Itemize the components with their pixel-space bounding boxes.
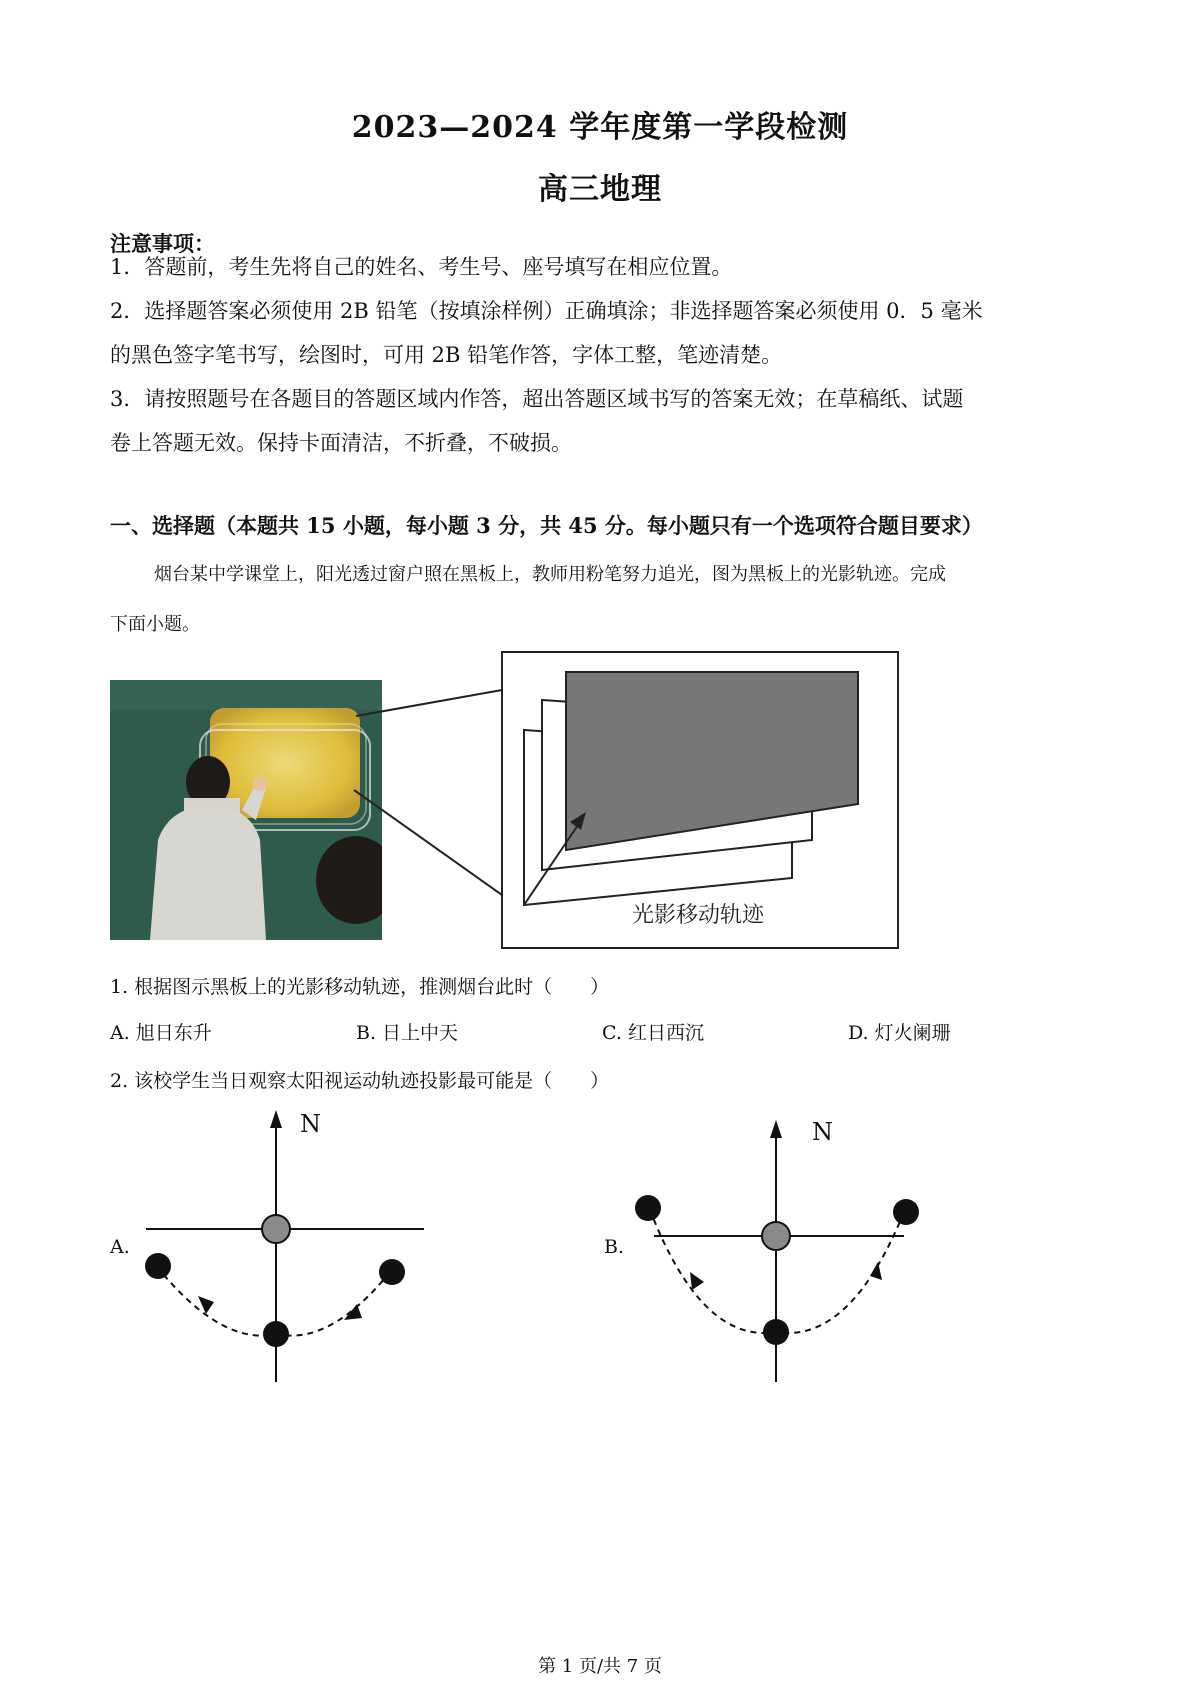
diagram-b-sun (635, 1195, 661, 1221)
q1-stem: 1. 根据图示黑板上的光影移动轨迹，推测烟台此时（ ） (110, 976, 610, 998)
diagram-b-north-label: N (812, 1118, 833, 1146)
diagram-a-north-label: N (300, 1110, 321, 1138)
exam-subject: 高三地理 (538, 172, 662, 207)
diagram-a-label: A. (110, 1236, 130, 1258)
diagram-b-path-arrow (690, 1272, 704, 1290)
diagram-b-label: B. (604, 1236, 625, 1258)
q1-option-d: D. 灯火阑珊 (848, 1022, 951, 1044)
page-number: 第 1 页/共 7 页 (538, 1656, 662, 1677)
intro-text: 烟台某中学课堂上，阳光透过窗户照在黑板上，教师用粉笔努力追光，图为黑板上的光影轨迹。完成 (154, 564, 946, 585)
q2-stem: 2. 该校学生当日观察太阳视运动轨迹投影最可能是（ ） (110, 1070, 610, 1092)
notice-item: 1．答题前，考生先将自己的姓名、考生号、座号填写在相应位置。 (110, 255, 733, 279)
q1-option-b: B. 日上中天 (356, 1022, 459, 1044)
notice-heading: 注意事项： (110, 231, 215, 256)
diagram-b-sun (763, 1319, 789, 1345)
notice-item: 的黑色签字笔书写，绘图时，可用 2B 铅笔作答，字体工整，笔迹清楚。 (110, 343, 783, 367)
diagram-b-observer (762, 1222, 790, 1250)
figure1-caption: 光影移动轨迹 (632, 903, 765, 928)
notice-item: 3．请按照题号在各题目的答题区域内作答，超出答题区域书写的答案无效；在草稿纸、试题 (110, 387, 964, 411)
notice-item: 2．选择题答案必须使用 2B 铅笔（按填涂样例）正确填涂；非选择题答案必须使用 0．5 毫米 (110, 299, 983, 323)
section-heading: 一、选择题（本题共 15 小题，每小题 3 分，共 45 分。每小题只有一个选项符合题目要求） (110, 513, 983, 538)
intro-text: 下面小题。 (110, 614, 200, 635)
q1-option-c: C. 红日西沉 (602, 1022, 704, 1044)
diagram-b-sun (893, 1199, 919, 1225)
q1-option-a: A. 旭日东升 (110, 1022, 212, 1044)
diagram-b-north-arrow (770, 1120, 782, 1138)
exam-title: 2023—2024 学年度第一学段检测 (351, 110, 849, 145)
notice-item: 卷上答题无效。保持卡面清洁，不折叠，不破损。 (110, 431, 572, 455)
diagram-b-path-arrow (870, 1262, 882, 1280)
